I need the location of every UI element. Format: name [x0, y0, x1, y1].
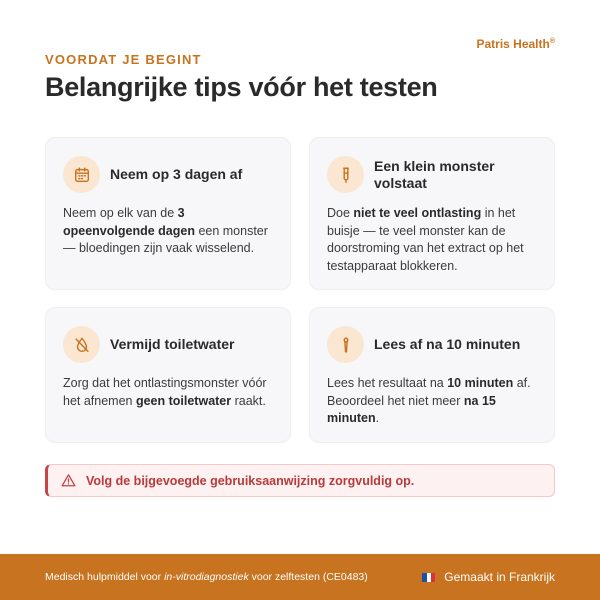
tip-card-three-days — [45, 137, 291, 290]
brand-registered-mark: ® — [549, 38, 555, 45]
test-stick-icon — [327, 326, 364, 363]
regulatory-note: Medisch hulpmiddel voor in-vitrodiagnostiek voor zelftesten (CE0483) — [45, 571, 368, 583]
card-title: Vermijd toiletwater — [110, 336, 235, 352]
brand-logo — [476, 37, 555, 51]
card-body: Lees het resultaat na 10 minuten af. Beoordeel het niet meer na 15 minuten. — [327, 376, 531, 425]
eyebrow-label: VOORDAT JE BEGINT — [45, 52, 202, 67]
no-water-drop-icon — [63, 326, 100, 363]
card-title: Lees af na 10 minuten — [374, 336, 521, 352]
made-in-label: Gemaakt in Frankrijk — [422, 570, 555, 584]
warning-triangle-icon — [61, 473, 76, 488]
brand-name: Patris Health — [476, 37, 550, 51]
france-flag-icon — [422, 573, 435, 582]
card-body: Zorg dat het ontlastingsmonster vóór het afnemen geen toiletwater raakt. — [63, 376, 267, 408]
footer-bar — [0, 554, 600, 600]
tip-card-avoid-toilet-water — [45, 307, 291, 443]
card-title: Een klein monster volstaat — [374, 157, 495, 191]
card-title: Neem op 3 dagen af — [110, 166, 243, 182]
calendar-icon — [63, 156, 100, 193]
card-body: Doe niet te veel ontlasting in het buisje — te veel monster kan de doorstroming van het extract op het testapparaat blokkeren. — [327, 206, 524, 273]
sample-tube-icon — [327, 156, 364, 193]
warning-banner — [45, 464, 555, 497]
card-body: Neem op elk van de 3 opeenvolgende dagen een monster — bloedingen zijn vaak wisselend. — [63, 206, 268, 255]
tip-card-read-after-10-min — [309, 307, 555, 443]
tip-card-small-sample — [309, 137, 555, 290]
warning-text: Volg de bijgevoegde gebruiksaanwijzing zorgvuldig op. — [86, 473, 415, 488]
page-title: Belangrijke tips vóór het testen — [45, 72, 438, 102]
